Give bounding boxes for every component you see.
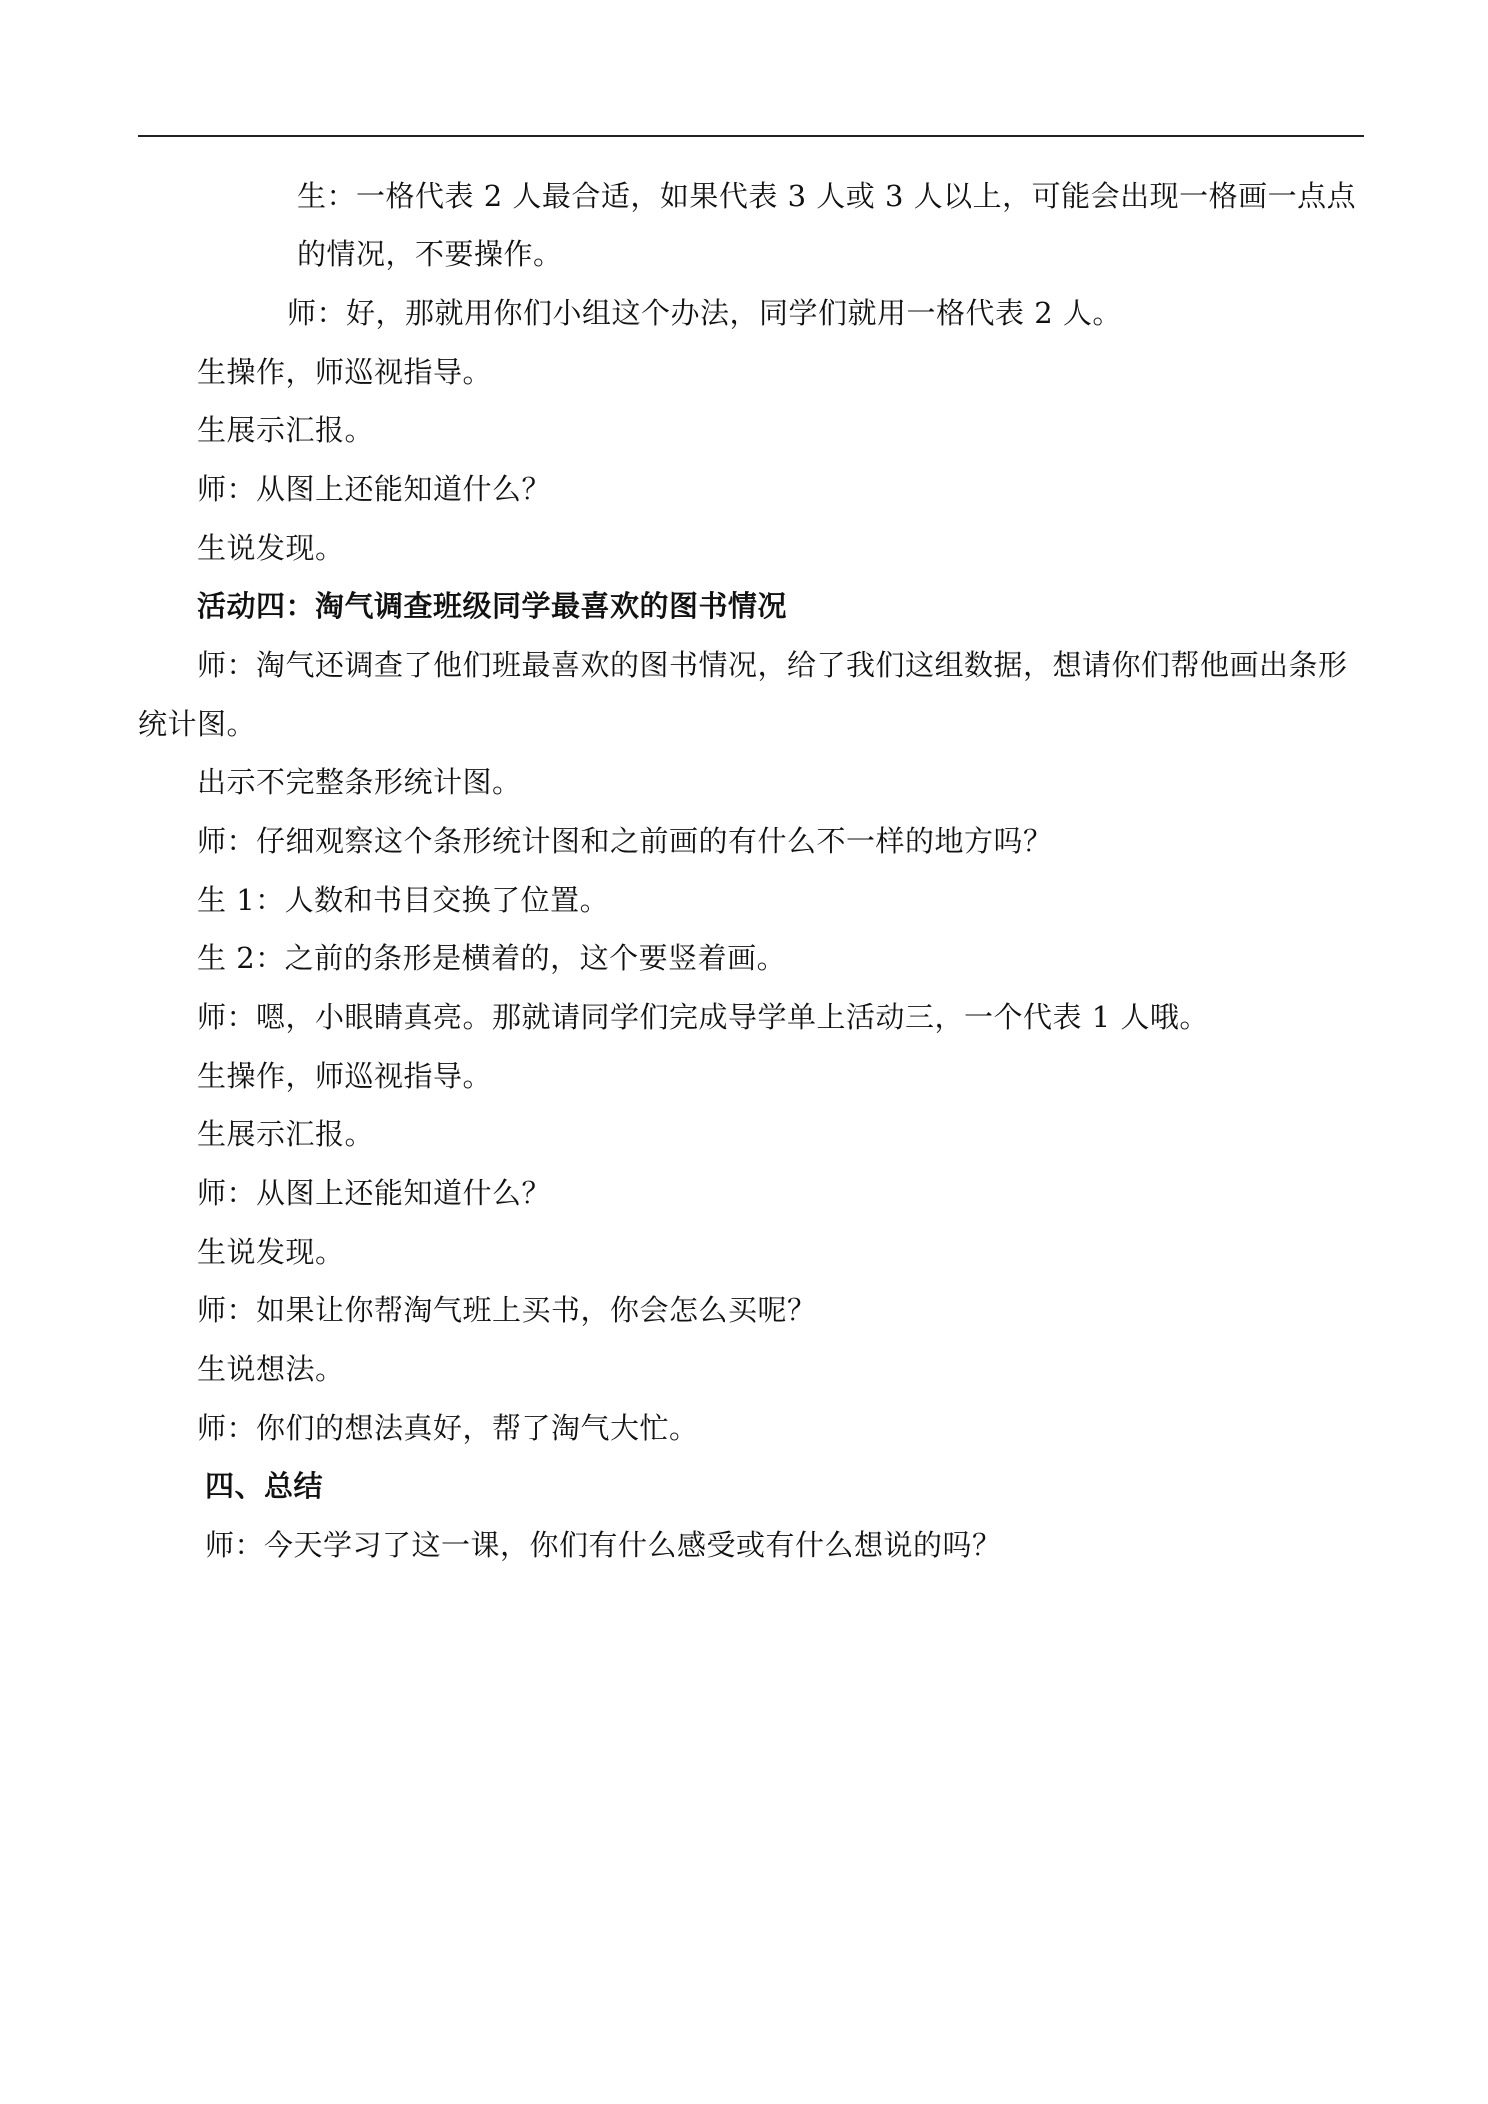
paragraph-line: 师：如果让你帮淘气班上买书，你会怎么买呢？ [197,1293,817,1327]
paragraph-line: 生展示汇报。 [197,1117,375,1151]
paragraph-line: 的情况，不要操作。 [297,237,563,271]
paragraph-line: 生展示汇报。 [197,413,375,447]
paragraph-line: 师：你们的想法真好，帮了淘气大忙。 [197,1411,699,1445]
paragraph-line: 统计图。 [138,707,257,741]
paragraph-line: 生 2：之前的条形是横着的，这个要竖着画。 [197,941,787,975]
section-heading: 活动四：淘气调查班级同学最喜欢的图书情况 [197,589,788,623]
paragraph-line: 出示不完整条形统计图。 [197,765,522,799]
paragraph-line: 生 1：人数和书目交换了位置。 [197,883,610,917]
paragraph-line: 师：仔细观察这个条形统计图和之前画的有什么不一样的地方吗？ [197,824,1053,858]
paragraph-line: 师：嗯，小眼睛真亮。那就请同学们完成导学单上活动三，一个代表 1 人哦。 [197,1000,1209,1034]
paragraph-line: 生说发现。 [197,1235,345,1269]
header-rule [138,135,1364,137]
paragraph-line: 师：淘气还调查了他们班最喜欢的图书情况，给了我们这组数据，想请你们帮他画出条形 [197,648,1348,682]
paragraph-line: 师：好，那就用你们小组这个办法，同学们就用一格代表 2 人。 [287,296,1122,330]
paragraph-line: 师：从图上还能知道什么？ [197,472,552,506]
section-heading: 四、总结 [205,1469,324,1503]
paragraph-line: 生操作，师巡视指导。 [197,1059,493,1093]
paragraph-line: 生操作，师巡视指导。 [197,355,493,389]
paragraph-line: 生说发现。 [197,531,345,565]
paragraph-line: 师：今天学习了这一课，你们有什么感受或有什么想说的吗？ [205,1528,1002,1562]
paragraph-line: 师：从图上还能知道什么？ [197,1176,552,1210]
paragraph-line: 生：一格代表 2 人最合适，如果代表 3 人或 3 人以上，可能会出现一格画一点点 [297,179,1357,213]
paragraph-line: 生说想法。 [197,1352,345,1386]
